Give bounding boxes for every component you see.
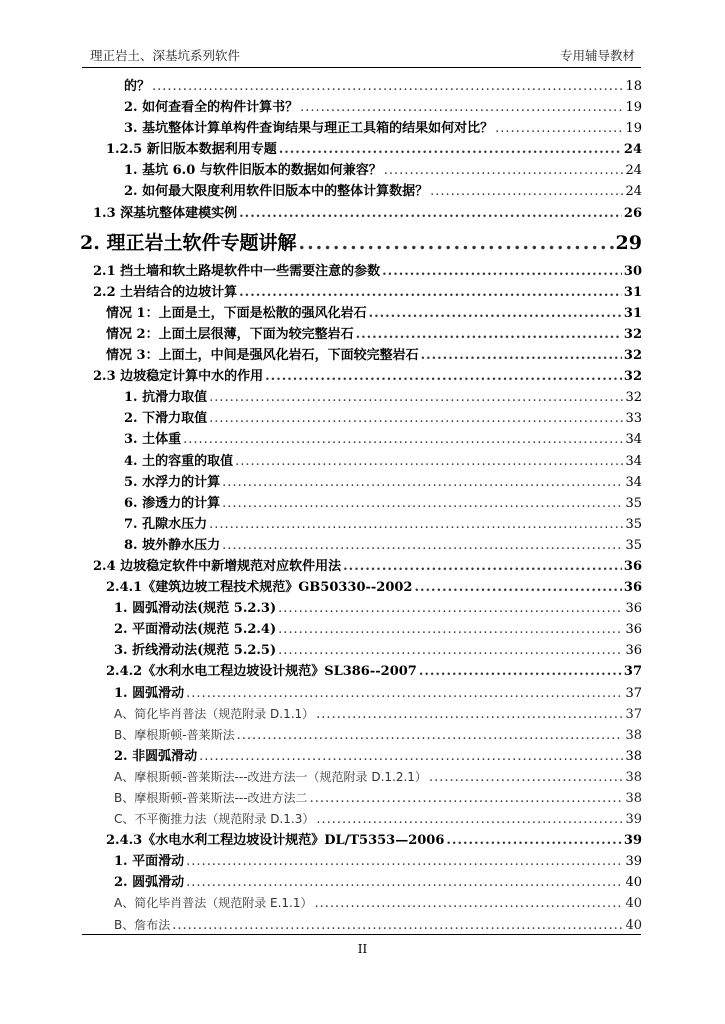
toc-entry-title: 2.4.2《水利水电工程边坡设计规范》SL386--2007 [106,664,417,680]
toc-entry[interactable] [80,181,642,202]
toc-entry-page: 29 [615,231,642,254]
table-of-contents [80,76,642,936]
toc-entry[interactable] [80,303,642,324]
toc-leader-dots [421,345,622,366]
toc-entry-page: 32 [623,326,642,342]
toc-entry-page: 24 [625,163,642,179]
toc-entry[interactable] [80,493,642,514]
toc-entry-page: 38 [625,791,642,806]
toc-entry-page: 36 [623,580,642,596]
toc-leader-dots [199,746,623,767]
toc-entry-page: 35 [625,495,642,511]
toc-leader-dots [298,226,613,260]
toc-entry-page: 26 [623,205,642,221]
toc-entry-title: 1.2.5 新旧版本数据利用专题 [106,142,277,158]
toc-entry-page: 37 [625,685,642,701]
toc-leader-dots [300,97,623,118]
toc-entry-title: 6. 渗透力的计算 [124,495,221,511]
toc-leader-dots [222,472,623,493]
toc-entry-page: 35 [625,516,642,532]
toc-entry-title: 情况 3：上面土，中间是强风化岩石，下面较完整岩石 [106,348,419,364]
toc-entry-page: 32 [623,348,642,364]
toc-leader-dots [316,809,623,830]
toc-entry[interactable] [80,451,642,472]
toc-entry-page: 40 [625,896,642,912]
toc-entry[interactable] [80,640,642,661]
toc-entry-title: 情况 2：上面土层很薄，下面为较完整岩石 [106,326,354,342]
toc-entry-page: 24 [625,184,642,200]
toc-entry[interactable] [80,139,642,160]
toc-entry-page: 31 [623,305,642,321]
toc-leader-dots [237,725,624,746]
toc-entry[interactable] [80,160,642,181]
toc-entry-title: 2.2 土岩结合的边坡计算 [93,284,238,300]
toc-entry-title: 情况 1：上面是土，下面是松散的强风化岩石 [106,305,367,321]
toc-leader-dots [310,788,624,809]
toc-leader-dots [186,872,623,893]
toc-entry[interactable] [80,619,642,640]
toc-entry[interactable] [80,514,642,535]
toc-entry-page: 36 [625,601,642,617]
toc-entry-title: 2. 理正岩土软件专题讲解 [80,231,297,254]
toc-entry[interactable] [80,725,642,746]
toc-leader-dots [239,203,622,224]
toc-leader-dots [279,139,622,160]
toc-leader-dots [265,366,622,387]
toc-leader-dots [209,387,623,408]
toc-entry[interactable] [80,830,642,851]
toc-entry[interactable] [80,261,642,282]
toc-entry-title: B、詹布法 [114,917,171,932]
toc-leader-dots [209,408,623,429]
toc-entry[interactable] [80,429,642,450]
toc-entry-title: 2.4.1《建筑边坡工程技术规范》GB50330--2002 [106,580,413,596]
toc-entry[interactable] [80,535,642,556]
toc-entry-title: 2. 圆弧滑动 [114,875,185,891]
toc-leader-dots [186,851,623,872]
toc-leader-dots [384,160,624,181]
toc-leader-dots [278,619,623,640]
toc-leader-dots [495,118,623,139]
page-number: II [357,942,368,956]
toc-entry-page: 36 [625,643,642,659]
toc-entry[interactable] [80,408,642,429]
toc-entry[interactable] [80,809,642,830]
toc-entry[interactable] [80,76,642,97]
toc-entry-page: 36 [623,558,642,574]
toc-entry-page: 33 [625,411,642,427]
toc-entry-title: C、不平衡推力法（规范附录 D.1.3） [114,812,315,827]
toc-entry-title: 7. 孔隙水压力 [124,516,208,532]
toc-entry[interactable] [80,661,642,682]
toc-entry[interactable] [80,226,642,260]
toc-leader-dots [209,514,623,535]
toc-entry-title: A、简化毕肖普法（规范附录 D.1.1） [114,706,315,721]
toc-entry-title: 2.4 边坡稳定软件中新增规范对应软件用法 [93,558,342,574]
toc-entry[interactable] [80,577,642,598]
toc-leader-dots [316,704,623,725]
toc-entry-title: 2.3 边坡稳定计算中水的作用 [93,369,264,385]
toc-leader-dots [430,181,623,202]
toc-entry-title: 2. 下滑力取值 [124,411,208,427]
toc-entry-page: 37 [625,706,642,722]
toc-entry[interactable] [80,851,642,872]
toc-leader-dots [315,893,624,914]
toc-entry-page: 39 [625,854,642,870]
toc-entry-page: 30 [623,263,642,279]
toc-entry-title: 5. 水浮力的计算 [124,474,221,490]
toc-entry-page: 19 [625,100,642,116]
toc-entry-page: 34 [625,453,642,469]
toc-entry-page: 39 [625,812,642,828]
toc-entry-page: 31 [623,284,642,300]
toc-entry-title: 8. 坡外静水压力 [124,537,221,553]
toc-entry-title: 1. 圆弧滑动 [114,685,185,701]
toc-entry[interactable] [80,118,642,139]
footer-rule [82,934,641,935]
toc-entry[interactable] [80,203,642,224]
toc-entry-title: B、摩根斯顿-普莱斯法---改进方法二 [114,791,308,805]
toc-entry[interactable] [80,704,642,725]
toc-entry-title: 1.3 深基坑整体建模实例 [93,205,238,221]
toc-entry[interactable] [80,872,642,893]
toc-entry-title: 2.4.3《水电水利工程边坡设计规范》DL/T5353—2006 [106,833,445,849]
toc-entry-title: B、摩根斯顿-普莱斯法 [114,727,235,742]
toc-entry-page: 18 [625,79,642,94]
toc-entry[interactable] [80,598,642,619]
toc-entry-title: 1. 平面滑动 [114,854,185,870]
toc-leader-dots [235,451,623,472]
toc-leader-dots [278,598,623,619]
toc-entry[interactable] [80,556,642,577]
toc-leader-dots [152,76,623,97]
toc-entry-title: 2.1 挡土墙和软土路堤软件中一些需要注意的参数 [93,263,381,279]
toc-leader-dots [343,556,622,577]
toc-entry-page: 40 [625,917,642,933]
toc-entry[interactable] [80,324,642,345]
toc-entry-title: 3. 基坑整体计算单构件查询结果与理正工具箱的结果如何对比？ [124,121,494,137]
toc-entry[interactable] [80,915,642,936]
toc-entry-page: 19 [625,121,642,137]
toc-entry-page: 39 [623,833,642,849]
toc-entry[interactable] [80,387,642,408]
toc-leader-dots [369,303,622,324]
toc-entry-page: 38 [625,748,642,764]
toc-leader-dots [446,830,622,851]
toc-entry-page: 34 [625,474,642,490]
toc-entry-page: 35 [625,537,642,553]
toc-entry-title: 2. 平面滑动法(规范 5.2.4) [114,622,277,638]
toc-entry-title: 1. 抗滑力取值 [124,390,208,406]
toc-entry-title: 2. 如何查看全的构件计算书？ [124,100,299,116]
toc-leader-dots [222,535,623,556]
toc-entry-title: 1. 圆弧滑动法(规范 5.2.3) [114,601,277,617]
header-right-title: 专用辅导教材 [559,48,635,63]
toc-leader-dots [186,683,623,704]
toc-entry-title: 3. 折线滑动法(规范 5.2.5) [114,643,277,659]
toc-entry-page: 40 [625,875,642,891]
toc-entry[interactable] [80,282,642,303]
toc-entry-page: 38 [625,769,642,785]
toc-leader-dots [382,261,622,282]
toc-leader-dots [419,661,622,682]
toc-entry-page: 32 [625,390,642,406]
toc-entry-title: 3. 土体重 [124,432,182,448]
toc-leader-dots [414,577,621,598]
toc-entry[interactable] [80,97,642,118]
toc-entry-title: 的？ [124,79,151,94]
toc-leader-dots [278,640,623,661]
toc-entry-page: 37 [623,664,642,680]
toc-entry-title: A、简化毕肖普法（规范附录 E.1.1） [114,896,313,911]
toc-entry[interactable] [80,893,642,914]
toc-leader-dots [239,282,622,303]
page-header [82,45,641,68]
toc-entry-page: 24 [623,142,642,158]
toc-entry[interactable] [80,366,642,387]
toc-entry-title: 4. 土的容重的取值 [124,453,234,469]
toc-entry-title: A、摩根斯顿-普莱斯法---改进方法一（规范附录 D.1.2.1） [114,769,427,784]
toc-entry[interactable] [80,767,642,788]
toc-entry[interactable] [80,345,642,366]
toc-entry-title: 2. 非圆弧滑动 [114,748,198,764]
toc-entry[interactable] [80,472,642,493]
header-left-title: 理正岩土、深基坑系列软件 [90,48,241,63]
toc-entry[interactable] [80,683,642,704]
toc-leader-dots [183,429,623,450]
toc-entry-page: 36 [625,622,642,638]
toc-leader-dots [356,324,622,345]
toc-entry[interactable] [80,788,642,809]
toc-entry-page: 34 [625,432,642,448]
toc-leader-dots [222,493,623,514]
toc-entry[interactable] [80,746,642,767]
toc-leader-dots [172,915,623,936]
toc-entry-title: 2. 如何最大限度利用软件旧版本中的整体计算数据？ [124,184,429,200]
toc-entry-title: 1. 基坑 6.0 与软件旧版本的数据如何兼容？ [124,163,382,179]
toc-entry-page: 32 [623,369,642,385]
toc-leader-dots [429,767,624,788]
toc-entry-page: 38 [625,727,642,743]
